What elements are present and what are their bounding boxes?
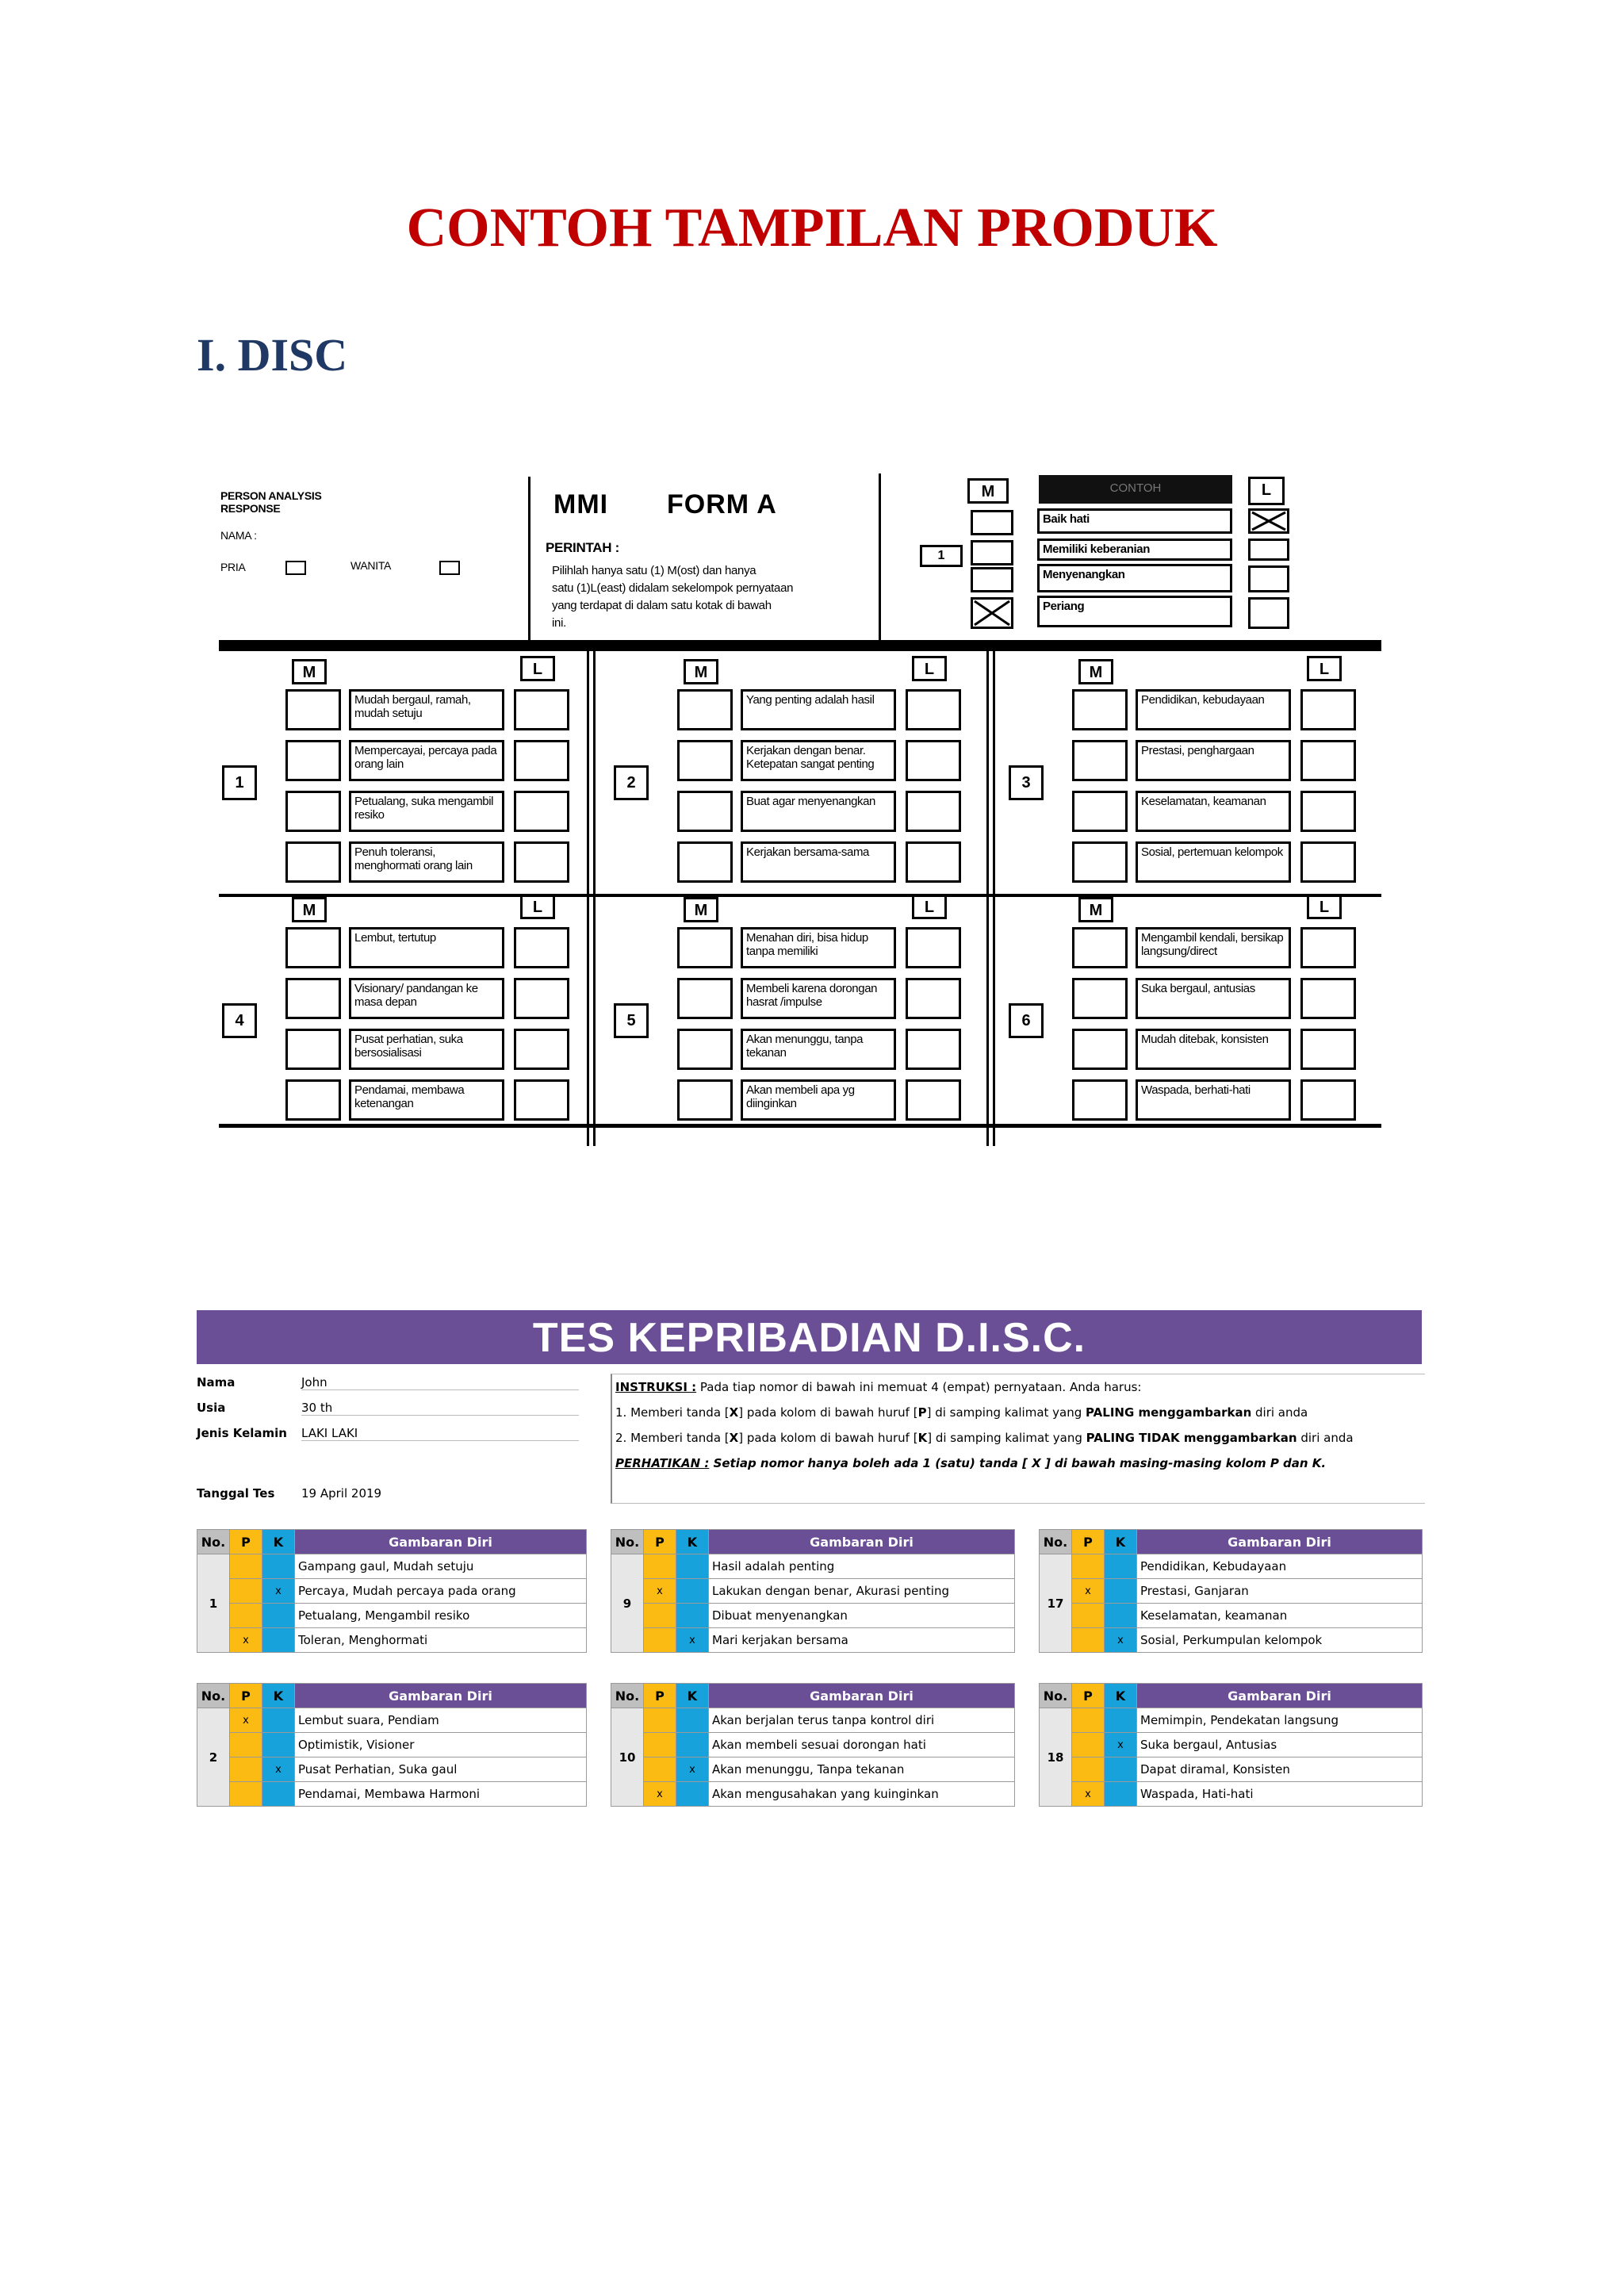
most-checkbox <box>677 740 733 781</box>
p-cell[interactable] <box>644 1554 676 1579</box>
statement-cell: Petualang, Mengambil resiko <box>295 1604 587 1628</box>
k-cell[interactable]: x <box>676 1628 709 1653</box>
p-cell[interactable] <box>1072 1708 1105 1733</box>
statement-label: Prestasi, penghargaan <box>1136 740 1291 781</box>
statement-cell: Prestasi, Ganjaran <box>1137 1579 1423 1604</box>
statement-label: Kerjakan bersama-sama <box>741 841 896 883</box>
statement-cell: Optimistik, Visioner <box>295 1733 587 1757</box>
p-cell[interactable]: x <box>1072 1782 1105 1807</box>
table-row <box>1040 1604 1423 1628</box>
group-m-header: M <box>1078 659 1113 684</box>
statement-label: Mengambil kendali, bersikap langsung/direct <box>1136 927 1291 968</box>
statement-label: Yang penting adalah hasil <box>741 689 896 730</box>
least-checkbox <box>906 927 961 968</box>
contoh-label: CONTOH <box>1039 475 1232 504</box>
header-description: Gambaran Diri <box>709 1530 1015 1554</box>
divider <box>879 473 881 643</box>
statement-cell: Gampang gaul, Mudah setuju <box>295 1554 587 1579</box>
statement-label: Mudah bergaul, ramah, mudah setuju <box>349 689 504 730</box>
header-p: P <box>644 1530 676 1554</box>
statement-label: Suka bergaul, antusias <box>1136 978 1291 1019</box>
table-row <box>197 1733 587 1757</box>
statement-cell: Hasil adalah penting <box>709 1554 1015 1579</box>
item-number: 9 <box>611 1554 644 1653</box>
statement-label: Keselamatan, keamanan <box>1136 791 1291 832</box>
header-k: K <box>676 1530 709 1554</box>
header-no: No. <box>197 1530 230 1554</box>
statement-cell: Toleran, Menghormati <box>295 1628 587 1653</box>
wanita-checkbox <box>439 561 460 575</box>
info-value: John <box>301 1375 579 1390</box>
most-checkbox <box>677 791 733 832</box>
table-row <box>197 1708 587 1733</box>
most-checkbox <box>1072 1029 1128 1070</box>
k-cell[interactable]: x <box>1105 1733 1137 1757</box>
disc-table <box>1039 1529 1423 1653</box>
person-analysis-label: PERSON ANALYSIS <box>220 489 322 502</box>
least-checkbox <box>906 1079 961 1121</box>
example-m-box <box>971 540 1013 565</box>
x-mark-icon <box>973 600 1011 627</box>
least-checkbox <box>1300 689 1356 730</box>
example-option: Periang <box>1037 596 1232 627</box>
divider <box>593 651 596 1146</box>
least-checkbox <box>514 740 569 781</box>
statement-label: Pendidikan, kebudayaan <box>1136 689 1291 730</box>
most-checkbox <box>677 927 733 968</box>
k-cell[interactable] <box>262 1708 295 1733</box>
header-k: K <box>1105 1530 1137 1554</box>
k-cell[interactable] <box>1105 1757 1137 1782</box>
group-m-header: M <box>1078 897 1113 922</box>
statement-cell: Mari kerjakan bersama <box>709 1628 1015 1653</box>
least-checkbox <box>1300 841 1356 883</box>
table-row <box>611 1757 1015 1782</box>
k-cell[interactable] <box>676 1604 709 1628</box>
group-number: 2 <box>614 765 649 800</box>
statement-cell: Akan mengusahakan yang kuinginkan <box>709 1782 1015 1807</box>
p-cell[interactable]: x <box>230 1628 262 1653</box>
statement-cell: Keselamatan, keamanan <box>1137 1604 1423 1628</box>
table-row <box>1040 1579 1423 1604</box>
statement-label: Kerjakan dengan benar. Ketepatan sangat penting <box>741 740 896 781</box>
statement-cell: Lembut suara, Pendiam <box>295 1708 587 1733</box>
most-checkbox <box>1072 927 1128 968</box>
p-cell[interactable] <box>644 1708 676 1733</box>
statement-cell: Sosial, Perkumpulan kelompok <box>1137 1628 1423 1653</box>
divider <box>986 651 989 1146</box>
least-checkbox <box>514 841 569 883</box>
most-checkbox <box>285 791 341 832</box>
participant-info <box>197 1375 593 1510</box>
page-title: CONTOH TAMPILAN PRODUK <box>406 197 1218 259</box>
disc-table <box>197 1683 587 1807</box>
section-title: I. DISC <box>197 329 348 381</box>
group-number: 6 <box>1009 1003 1044 1038</box>
least-checkbox <box>514 978 569 1019</box>
k-cell[interactable] <box>676 1554 709 1579</box>
example-l-header: L <box>1248 477 1285 505</box>
most-checkbox <box>1072 740 1128 781</box>
disc-table <box>197 1529 587 1653</box>
header-k: K <box>676 1684 709 1708</box>
statement-label: Membeli karena dorongan hasrat /impulse <box>741 978 896 1019</box>
wanita-label: WANITA <box>350 559 392 572</box>
statement-label: Buat agar menyenangkan <box>741 791 896 832</box>
divider <box>587 651 589 1146</box>
info-value: 30 th <box>301 1401 579 1416</box>
statement-label: Pusat perhatian, suka bersosialisasi <box>349 1029 504 1070</box>
header-p: P <box>644 1684 676 1708</box>
table-row <box>1040 1708 1423 1733</box>
disc-table <box>611 1683 1015 1807</box>
least-checkbox <box>514 1079 569 1121</box>
statement-cell: Pendamai, Membawa Harmoni <box>295 1782 587 1807</box>
p-cell[interactable] <box>230 1757 262 1782</box>
item-number: 1 <box>197 1554 230 1653</box>
group-number: 4 <box>222 1003 257 1038</box>
disc-table <box>1039 1683 1423 1807</box>
group-l-header: L <box>1307 656 1342 681</box>
pria-label: PRIA <box>220 561 246 573</box>
p-cell[interactable] <box>1072 1554 1105 1579</box>
table-row <box>611 1628 1015 1653</box>
k-cell[interactable]: x <box>262 1757 295 1782</box>
statement-cell: Akan membeli sesuai dorongan hati <box>709 1733 1015 1757</box>
instruksi-text: Pada tiap nomor di bawah ini memuat 4 (empat) pernyataan. Anda harus: <box>696 1380 1142 1394</box>
most-checkbox <box>677 1079 733 1121</box>
header-no: No. <box>1040 1530 1072 1554</box>
x-mark-icon <box>1251 511 1287 531</box>
statement-cell: Dibuat menyenangkan <box>709 1604 1015 1628</box>
most-checkbox <box>1072 1079 1128 1121</box>
table-row <box>197 1628 587 1653</box>
table-row <box>197 1604 587 1628</box>
k-cell[interactable]: x <box>262 1579 295 1604</box>
nama-label: NAMA : <box>220 529 257 542</box>
statement-cell: Pendidikan, Kebudayaan <box>1137 1554 1423 1579</box>
perintah-text: Pilihlah hanya satu (1) M(ost) dan hanya satu (1)L(east) didalam sekelompok pernyataan yang terdapat di dalam satu kotak di bawah ini. <box>552 564 794 630</box>
header-p: P <box>230 1530 262 1554</box>
perhatikan-text: Setiap nomor hanya boleh ada 1 (satu) tanda [ X ] di bawah masing-masing kolom P dan K. <box>709 1456 1327 1470</box>
info-label: Jenis Kelamin <box>197 1426 287 1440</box>
k-cell[interactable]: x <box>676 1757 709 1782</box>
header-k: K <box>262 1530 295 1554</box>
least-checkbox <box>1300 978 1356 1019</box>
info-value: LAKI LAKI <box>301 1426 579 1441</box>
header-no: No. <box>1040 1684 1072 1708</box>
response-label: RESPONSE <box>220 502 281 515</box>
p-cell[interactable] <box>230 1554 262 1579</box>
statement-label: Waspada, berhati-hati <box>1136 1079 1291 1121</box>
most-checkbox <box>1072 689 1128 730</box>
p-cell[interactable]: x <box>644 1782 676 1807</box>
p-cell[interactable] <box>230 1604 262 1628</box>
divider <box>993 651 995 1146</box>
least-checkbox <box>1300 1029 1356 1070</box>
header-p: P <box>1072 1684 1105 1708</box>
group-m-header: M <box>684 897 718 922</box>
most-checkbox <box>677 689 733 730</box>
info-label: Usia <box>197 1401 226 1415</box>
example-m-box-checked <box>971 597 1013 629</box>
most-checkbox <box>285 689 341 730</box>
group-l-header: L <box>912 656 947 681</box>
k-cell[interactable] <box>262 1733 295 1757</box>
k-cell[interactable] <box>676 1782 709 1807</box>
example-number: 1 <box>920 545 963 567</box>
header-description: Gambaran Diri <box>709 1684 1015 1708</box>
statement-label: Pendamai, membawa ketenangan <box>349 1079 504 1121</box>
statement-cell: Akan menunggu, Tanpa tekanan <box>709 1757 1015 1782</box>
form-title-mmi: MMI <box>553 489 609 519</box>
item-number: 10 <box>611 1708 644 1807</box>
thick-rule <box>219 640 1381 651</box>
example-m-box <box>971 510 1013 535</box>
statement-label: Petualang, suka mengambil resiko <box>349 791 504 832</box>
statement-label: Sosial, pertemuan kelompok <box>1136 841 1291 883</box>
k-cell[interactable] <box>676 1733 709 1757</box>
most-checkbox <box>677 978 733 1019</box>
least-checkbox <box>1300 927 1356 968</box>
item-number: 17 <box>1040 1554 1072 1653</box>
least-checkbox <box>514 1029 569 1070</box>
statement-cell: Lakukan dengan benar, Akurasi penting <box>709 1579 1015 1604</box>
least-checkbox <box>906 1029 961 1070</box>
p-cell[interactable]: x <box>644 1579 676 1604</box>
statement-label: Mempercayai, percaya pada orang lain <box>349 740 504 781</box>
table-row <box>197 1782 587 1807</box>
header-k: K <box>262 1684 295 1708</box>
table-row <box>197 1554 587 1579</box>
p-cell[interactable] <box>644 1733 676 1757</box>
statement-cell: Suka bergaul, Antusias <box>1137 1733 1423 1757</box>
most-checkbox <box>285 978 341 1019</box>
group-number: 5 <box>614 1003 649 1038</box>
k-cell[interactable] <box>262 1554 295 1579</box>
p-cell[interactable] <box>230 1733 262 1757</box>
table-row <box>197 1579 587 1604</box>
most-checkbox <box>677 841 733 883</box>
least-checkbox <box>1300 740 1356 781</box>
table-row <box>611 1554 1015 1579</box>
info-value: 19 April 2019 <box>301 1486 382 1501</box>
p-cell[interactable] <box>1072 1604 1105 1628</box>
header-description: Gambaran Diri <box>1137 1684 1423 1708</box>
disc-table <box>611 1529 1015 1653</box>
item-number: 18 <box>1040 1708 1072 1807</box>
statement-label: Menahan diri, bisa hidup tanpa memiliki <box>741 927 896 968</box>
k-cell[interactable] <box>1105 1782 1137 1807</box>
example-m-header: M <box>967 478 1009 504</box>
p-cell[interactable]: x <box>230 1708 262 1733</box>
p-cell[interactable] <box>1072 1628 1105 1653</box>
k-cell[interactable] <box>1105 1579 1137 1604</box>
most-checkbox <box>285 1079 341 1121</box>
statement-label: Penuh toleransi, menghormati orang lain <box>349 841 504 883</box>
p-cell[interactable] <box>644 1604 676 1628</box>
group-m-header: M <box>292 897 327 922</box>
group-number: 3 <box>1009 765 1044 800</box>
info-label: Tanggal Tes <box>197 1486 275 1501</box>
statement-cell: Memimpin, Pendekatan langsung <box>1137 1708 1423 1733</box>
p-cell[interactable]: x <box>1072 1579 1105 1604</box>
header-p: P <box>1072 1530 1105 1554</box>
statement-cell: Dapat diramal, Konsisten <box>1137 1757 1423 1782</box>
statement-label: Akan membeli apa yg diinginkan <box>741 1079 896 1121</box>
least-checkbox <box>514 791 569 832</box>
example-m-box <box>971 567 1013 592</box>
group-m-header: M <box>292 659 327 684</box>
statement-cell: Percaya, Mudah percaya pada orang <box>295 1579 587 1604</box>
k-cell[interactable] <box>1105 1708 1137 1733</box>
least-checkbox <box>906 841 961 883</box>
most-checkbox <box>285 841 341 883</box>
p-cell[interactable] <box>1072 1757 1105 1782</box>
k-cell[interactable] <box>262 1604 295 1628</box>
example-l-box-checked <box>1248 508 1289 534</box>
example-option: Menyenangkan <box>1037 564 1232 592</box>
header-description: Gambaran Diri <box>295 1684 587 1708</box>
table-row <box>611 1733 1015 1757</box>
most-checkbox <box>1072 978 1128 1019</box>
rule <box>219 1124 1381 1128</box>
least-checkbox <box>1300 791 1356 832</box>
table-row <box>611 1579 1015 1604</box>
header-no: No. <box>611 1530 644 1554</box>
header-p: P <box>230 1684 262 1708</box>
perhatikan-label: PERHATIKAN : <box>615 1456 710 1470</box>
form-title-form-a: FORM A <box>667 489 777 519</box>
instructions: INSTRUKSI : Pada tiap nomor di bawah ini memuat 4 (empat) pernyataan. Anda harus: 1. Memberi tanda [X] pada kolom di bawah huruf [P] di samping kalimat yang PALING menggambarkan diri anda 2. Memberi tanda [X] pada kolom di bawah huruf [K] di samping kalimat yang PALING TIDAK menggambarkan diri anda PERHATIKAN : Setiap nomor hanya boleh ada 1 (satu) tanda [ X ] di bawah masing-masing kolom P dan K. <box>611 1374 1425 1504</box>
most-checkbox <box>1072 841 1128 883</box>
k-cell[interactable] <box>1105 1604 1137 1628</box>
group-l-header: L <box>520 656 555 681</box>
most-checkbox <box>285 740 341 781</box>
table-row <box>197 1757 587 1782</box>
group-l-header: L <box>1307 894 1342 919</box>
header-no: No. <box>611 1684 644 1708</box>
example-l-box <box>1248 539 1289 561</box>
table-row <box>1040 1628 1423 1653</box>
statement-label: Lembut, tertutup <box>349 927 504 968</box>
least-checkbox <box>514 689 569 730</box>
k-cell[interactable] <box>676 1579 709 1604</box>
table-row <box>611 1708 1015 1733</box>
header-description: Gambaran Diri <box>295 1530 587 1554</box>
info-label: Nama <box>197 1375 236 1389</box>
group-number: 1 <box>222 765 257 800</box>
header-no: No. <box>197 1684 230 1708</box>
least-checkbox <box>906 791 961 832</box>
example-l-box <box>1248 597 1289 629</box>
k-cell[interactable] <box>262 1628 295 1653</box>
least-checkbox <box>1300 1079 1356 1121</box>
k-cell[interactable]: x <box>1105 1628 1137 1653</box>
statement-label: Mudah ditebak, konsisten <box>1136 1029 1291 1070</box>
statement-label: Akan menunggu, tanpa tekanan <box>741 1029 896 1070</box>
least-checkbox <box>906 978 961 1019</box>
mmi-form-image <box>213 432 1386 1146</box>
k-cell[interactable] <box>262 1782 295 1807</box>
table-row <box>1040 1757 1423 1782</box>
p-cell[interactable] <box>230 1782 262 1807</box>
divider <box>528 477 530 643</box>
most-checkbox <box>1072 791 1128 832</box>
example-l-box <box>1248 565 1289 592</box>
p-cell[interactable] <box>644 1757 676 1782</box>
group-m-header: M <box>684 659 718 684</box>
example-option: Memiliki keberanian <box>1037 539 1232 561</box>
p-cell[interactable] <box>1072 1733 1105 1757</box>
statement-cell: Pusat Perhatian, Suka gaul <box>295 1757 587 1782</box>
table-row <box>611 1782 1015 1807</box>
least-checkbox <box>906 689 961 730</box>
example-option: Baik hati <box>1037 508 1232 534</box>
least-checkbox <box>906 740 961 781</box>
table-row <box>1040 1554 1423 1579</box>
least-checkbox <box>514 927 569 968</box>
most-checkbox <box>285 927 341 968</box>
rule <box>219 894 1381 897</box>
p-cell[interactable] <box>230 1579 262 1604</box>
group-l-header: L <box>520 894 555 919</box>
item-number: 2 <box>197 1708 230 1807</box>
disc-spreadsheet-image <box>197 1310 1424 1834</box>
statement-label: Visionary/ pandangan ke masa depan <box>349 978 504 1019</box>
statement-cell: Waspada, Hati-hati <box>1137 1782 1423 1807</box>
k-cell[interactable] <box>676 1708 709 1733</box>
pria-checkbox <box>285 561 306 575</box>
instruksi-label: INSTRUKSI : <box>615 1380 697 1394</box>
table-row <box>611 1604 1015 1628</box>
most-checkbox <box>677 1029 733 1070</box>
group-l-header: L <box>912 894 947 919</box>
statement-cell: Akan berjalan terus tanpa kontrol diri <box>709 1708 1015 1733</box>
header-k: K <box>1105 1684 1137 1708</box>
table-row <box>1040 1782 1423 1807</box>
header-description: Gambaran Diri <box>1137 1530 1423 1554</box>
p-cell[interactable] <box>644 1628 676 1653</box>
k-cell[interactable] <box>1105 1554 1137 1579</box>
disc-banner: TES KEPRIBADIAN D.I.S.C. <box>197 1310 1422 1364</box>
most-checkbox <box>285 1029 341 1070</box>
table-row <box>1040 1733 1423 1757</box>
perintah-label: PERINTAH : <box>546 540 620 555</box>
